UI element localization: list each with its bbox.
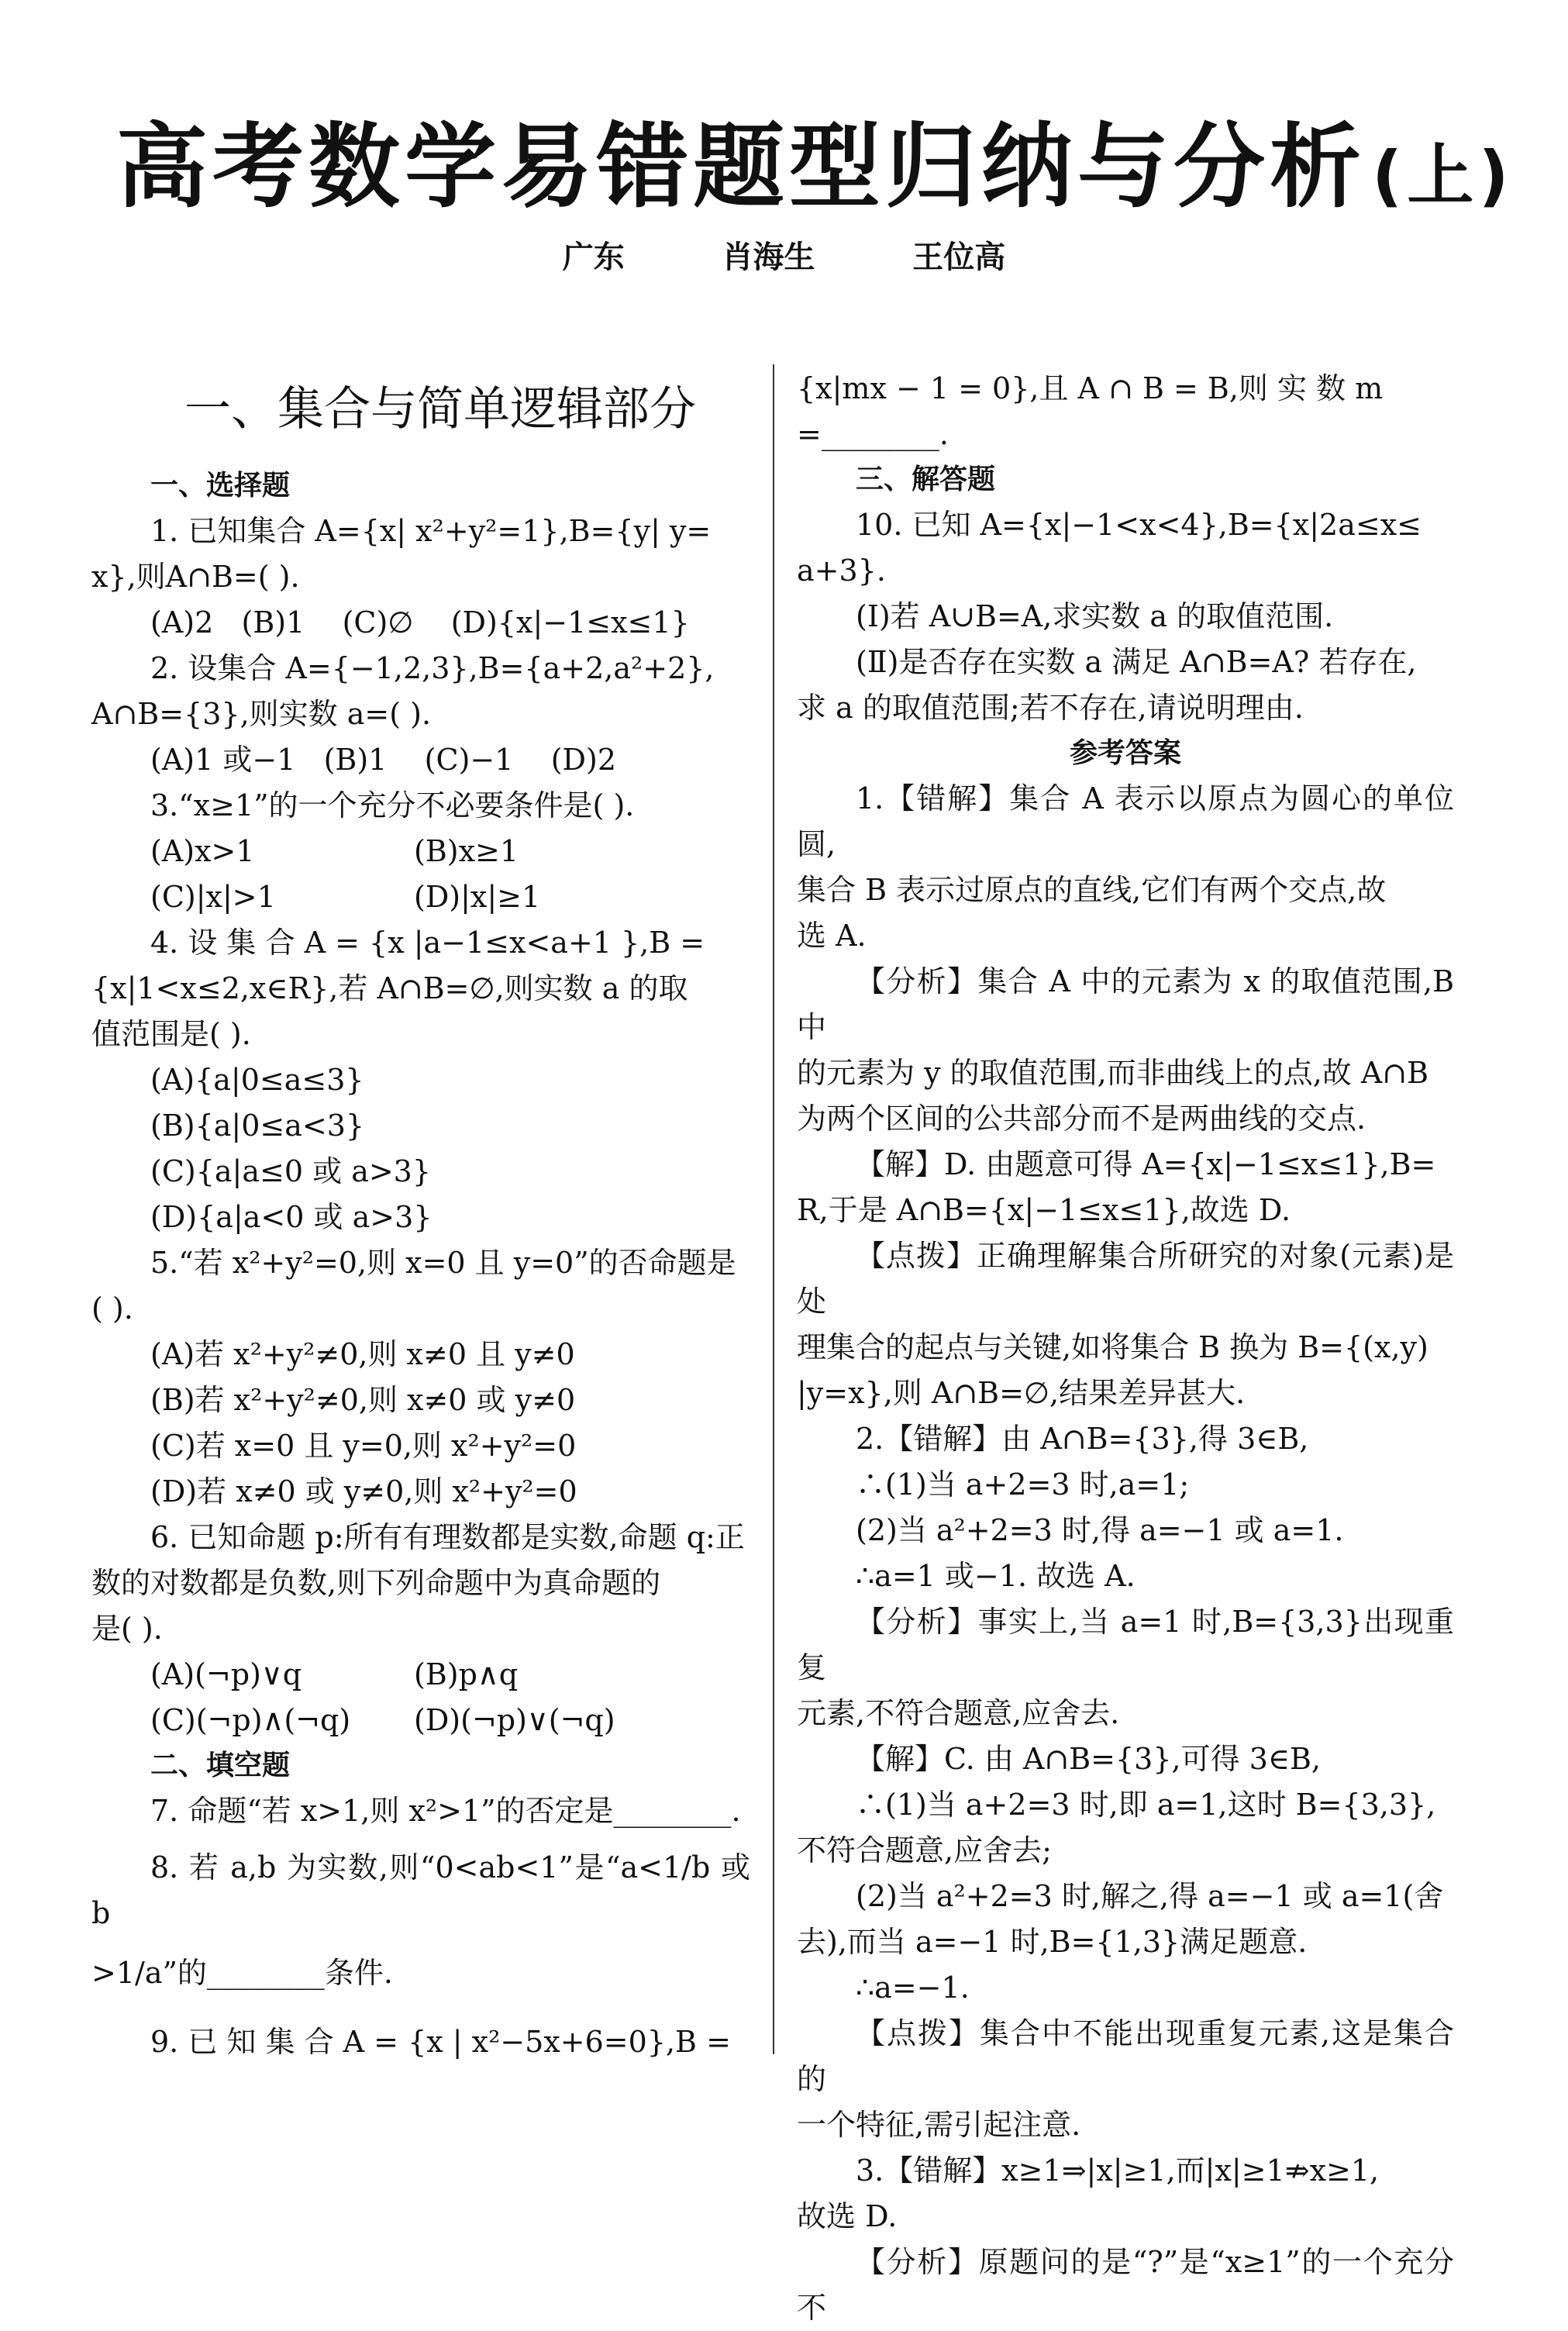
question-9-cont: {x|mx − 1 = 0},且 A ∩ B = B,则 实 数 m: [797, 371, 1384, 405]
question-10: 10. 已知 A={x|−1<x<4},B={x|2a≤x≤: [856, 508, 1422, 542]
question-3-options-ab: [91, 829, 750, 874]
question-5-option-c: (C)若 x=0 且 y=0,则 x²+y²=0: [150, 1429, 577, 1463]
title-suffix: (上): [1372, 137, 1514, 215]
option-b: (B)p∧q: [414, 1657, 519, 1691]
question-2: 2. 设集合 A={−1,2,3},B={a+2,a²+2},: [150, 651, 715, 685]
question-6-cont2: 是( ).: [91, 1612, 163, 1646]
question-10-cont: a+3}.: [797, 553, 886, 588]
question-4: 4. 设 集 合 A = {x |a−1≤x<a+1 },B =: [150, 926, 705, 960]
question-9-cont2: =________.: [797, 417, 949, 451]
question-8: 8. 若 a,b 为实数,则“0<ab<1”是“a<1/b 或 b: [91, 1850, 750, 1930]
option-d: (D)|x|≥1: [414, 880, 541, 914]
chapter-heading: 一、集合与简单逻辑部分: [184, 382, 696, 436]
question-2-options: (A)1 或−1 (B)1 (C)−1 (D)2: [150, 743, 617, 777]
question-5-cont: ( ).: [91, 1291, 133, 1326]
answer-2-tip: 【点拨】集合中不能出现重复元素,这是集合的: [797, 2016, 1454, 2096]
question-6: 6. 已知命题 p:所有有理数都是实数,命题 q:正: [150, 1520, 745, 1554]
section-heading: 三、解答题: [856, 464, 996, 495]
answer-2-line: ∴a=1 或−1. 故选 A.: [856, 1559, 1136, 1593]
answer-2-line: (2)当 a²+2=3 时,得 a=−1 或 a=1.: [856, 1513, 1344, 1547]
answer-2-line: 去),而当 a=−1 时,B={1,3}满足题意.: [797, 1925, 1308, 1959]
right-column: [797, 366, 1454, 2331]
answer-2-solution: 【解】C. 由 A∩B={3},可得 3∈B,: [856, 1742, 1322, 1776]
question-9: 9. 已 知 集 合 A = {x | x²−5x+6=0},B =: [150, 2025, 731, 2059]
question-4-option-b: (B){a|0≤a<3}: [150, 1109, 365, 1143]
option-a: (A)x>1: [150, 834, 255, 868]
question-1-options: (A)2 (B)1 (C)∅ (D){x|−1≤x≤1}: [150, 605, 690, 640]
answer-1-tip: 【点拨】正确理解集合所研究的对象(元素)是处: [797, 1239, 1454, 1319]
question-3: 3.“x≥1”的一个充分不必要条件是( ).: [150, 788, 635, 822]
question-6-options-ab: [91, 1652, 750, 1698]
answer-1-line: 理集合的起点与关键,如将集合 B 换为 B={(x,y): [797, 1330, 1428, 1364]
answers-heading: 参考答案: [1069, 737, 1181, 769]
question-6-cont: 数的对数都是负数,则下列命题中为真命题的: [91, 1566, 661, 1600]
section-heading: 一、选择题: [150, 470, 291, 502]
option-b: (B)x≥1: [414, 834, 519, 868]
answer-1-wrong: 1.【错解】集合 A 表示以原点为圆心的单位圆,: [797, 781, 1454, 861]
question-10-part-2: (Ⅱ)是否存在实数 a 满足 A∩B=A? 若存在,: [856, 645, 1417, 679]
question-6-options-cd: [91, 1698, 750, 1743]
answer-1-line: 为两个区间的公共部分而不是两曲线的交点.: [797, 1102, 1366, 1136]
answer-1-line: |y=x},则 A∩B=∅,结果差异甚大.: [797, 1376, 1246, 1410]
section-heading: 二、填空题: [150, 1750, 291, 1781]
question-4-option-a: (A){a|0≤a≤3}: [150, 1063, 364, 1097]
answer-2-line: (2)当 a²+2=3 时,解之,得 a=−1 或 a=1(舍: [856, 1879, 1444, 1913]
answer-1-line: 的元素为 y 的取值范围,而非曲线上的点,故 A∩B: [797, 1056, 1429, 1090]
answer-3-line: 故选 D.: [797, 2199, 898, 2233]
option-d: (D)(¬p)∨(¬q): [414, 1703, 615, 1737]
answer-2-line: ∴(1)当 a+2=3 时,即 a=1,这时 B={3,3},: [856, 1788, 1436, 1822]
question-7: 7. 命题“若 x>1,则 x²>1”的否定是________.: [150, 1794, 741, 1828]
answer-2-analysis: 【分析】事实上,当 a=1 时,B={3,3}出现重复: [797, 1605, 1454, 1684]
question-5-option-a: (A)若 x²+y²≠0,则 x≠0 且 y≠0: [150, 1337, 575, 1371]
question-1-cont: x},则A∩B=( ).: [91, 560, 300, 594]
option-a: (A)(¬p)∨q: [150, 1657, 302, 1691]
question-5: 5.“若 x²+y²=0,则 x=0 且 y=0”的否命题是: [150, 1246, 736, 1280]
page-title: 高考数学易错题型归纳与分析(上): [116, 113, 1514, 220]
question-4-cont2: 值范围是( ).: [91, 1017, 251, 1051]
answer-2-line: ∴a=−1.: [856, 1971, 970, 2005]
answer-3-wrong: 3.【错解】x≥1⇒|x|≥1,而|x|≥1⇏x≥1,: [856, 2153, 1380, 2188]
question-1: 1. 已知集合 A={x| x²+y²=1},B={y| y=: [150, 514, 712, 548]
left-column: [91, 364, 750, 2065]
answer-2-line: 不符合题意,应舍去;: [797, 1833, 1052, 1867]
question-4-option-c: (C){a|a≤0 或 a>3}: [150, 1154, 432, 1188]
byline: 广东 肖海生 王位高: [562, 240, 1006, 275]
answer-2-line: 元素,不符合题意,应舍去.: [797, 1696, 1120, 1730]
option-c: (C)|x|>1: [150, 880, 276, 914]
answer-1-analysis: 【分析】集合 A 中的元素为 x 的取值范围,B 中: [797, 964, 1454, 1044]
question-5-option-d: (D)若 x≠0 或 y≠0,则 x²+y²=0: [150, 1474, 577, 1509]
question-10-part-1: (Ⅰ)若 A∪B=A,求实数 a 的取值范围.: [856, 599, 1334, 633]
answer-3-analysis: 【分析】原题问的是“?”是“x≥1”的一个充分不: [797, 2245, 1454, 2325]
option-c: (C)(¬p)∧(¬q): [150, 1703, 351, 1737]
question-5-option-b: (B)若 x²+y²≠0,则 x≠0 或 y≠0: [150, 1383, 576, 1417]
answer-1-solution: 【解】D. 由题意可得 A={x|−1≤x≤1},B=: [856, 1147, 1436, 1181]
question-3-options-cd: [91, 874, 750, 920]
question-4-option-d: (D){a|a<0 或 a>3}: [150, 1200, 432, 1234]
question-10-part-2-cont: 求 a 的取值范围;若不存在,请说明理由.: [797, 691, 1304, 725]
answer-2-line: 一个特征,需引起注意.: [797, 2108, 1081, 2142]
answer-1-line: 集合 B 表示过原点的直线,它们有两个交点,故: [797, 873, 1387, 907]
question-8-cont: >1/a”的________条件.: [91, 1956, 393, 1990]
answer-2-line: ∴(1)当 a+2=3 时,a=1;: [856, 1467, 1190, 1502]
column-divider: [773, 364, 774, 2054]
answer-2-wrong: 2.【错解】由 A∩B={3},得 3∈B,: [856, 1422, 1309, 1456]
answer-1-line: 选 A.: [797, 919, 867, 953]
question-4-cont: {x|1<x≤2,x∈R},若 A∩B=∅,则实数 a 的取: [91, 971, 688, 1005]
question-2-cont: A∩B={3},则实数 a=( ).: [91, 697, 432, 731]
answer-1-line: R,于是 A∩B={x|−1≤x≤1},故选 D.: [797, 1193, 1291, 1227]
